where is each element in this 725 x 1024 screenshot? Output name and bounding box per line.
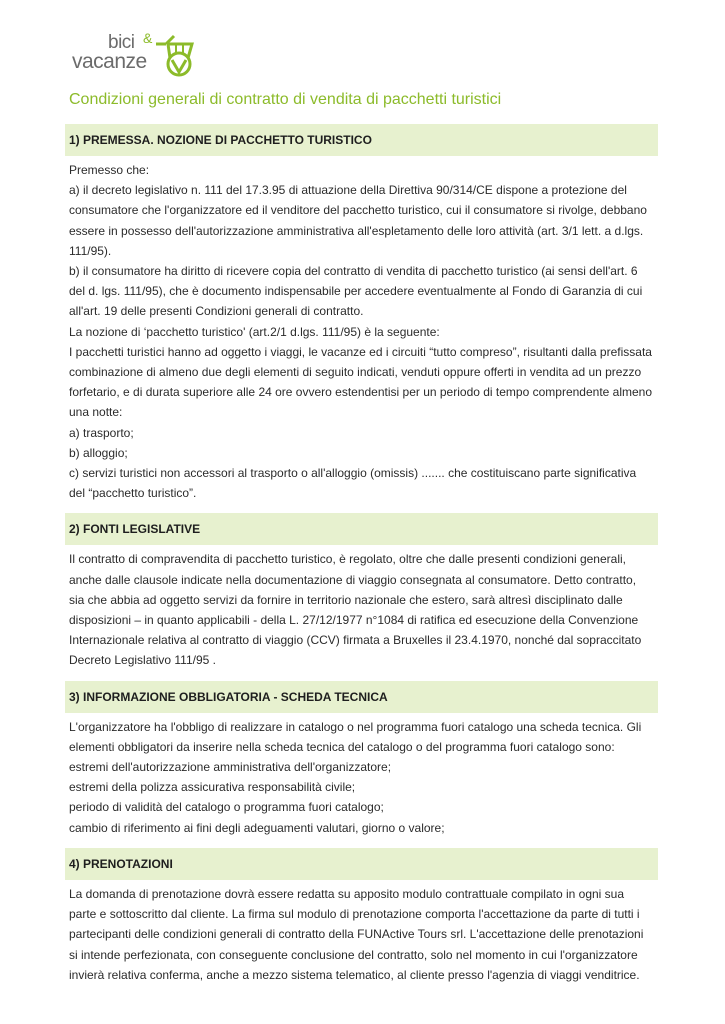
section-text	[65, 545, 658, 670]
list-item: estremi dell'autorizzazione amministrativa dell'organizzatore;	[69, 760, 392, 775]
list-item: cambio di riferimento ai fini degli adeguamenti valutari, giorno o valore;	[69, 820, 445, 835]
list-item: b) alloggio;	[69, 445, 128, 460]
brand-word-vacanze: vacanze	[72, 50, 147, 73]
list-item: c) servizi turistici non accessori al trasporto o all'alloggio (omissis) ....... che costituiscano parte significativa del “pacchetto turistico”.	[69, 466, 637, 501]
paragraph: b) il consumatore ha diritto di ricevere copia del contratto di vendita di pacchetto turistico (ai sensi dell'art. 6 del d. lgs. 111/95), che è documento indispensabile per accedere eventualmente al Fondo di Garanzia di cui all'art. 19 delle presenti Condizioni generali di contratto.	[69, 264, 643, 319]
section-heading: 1) PREMESSA. NOZIONE DI PACCHETTO TURISTICO	[65, 124, 658, 156]
section-text	[65, 880, 658, 985]
paragraph: a) il decreto legislativo n. 111 del 17.3.95 di attuazione della Direttiva 90/314/CE dispone a protezione del consumatore che l'organizzatore ed il venditore del pacchetto turistico, cui il consumatore si rivolge, debbano essere in possesso dell'autorizzazione amministrativa all'espletamento delle loro attività (art. 3/1 lett. a d.lgs. 111/95).	[69, 183, 647, 258]
list-item: estremi della polizza assicurativa responsabilità civile;	[69, 780, 356, 795]
brand-word-bici: bici	[108, 32, 135, 53]
paragraph: La nozione di ‘pacchetto turistico' (art.2/1 d.lgs. 111/95) è la seguente:	[69, 324, 440, 339]
brand-logo	[70, 30, 200, 80]
section-fonti-legislative	[65, 513, 658, 670]
list-item: periodo di validità del catalogo o programma fuori catalogo;	[69, 800, 384, 815]
section-heading: 2) FONTI LEGISLATIVE	[65, 513, 658, 545]
paragraph: La domanda di prenotazione dovrà essere redatta su apposito modulo contrattuale compilato in ogni sua parte e sottoscritto dal cliente. La firma sul modulo di prenotazione comporta l'accettazione da parte di tutti i partecipanti delle condizioni generali di contratto della FUNActive Tours srl. L'accettazione delle prenotazioni si intende perfezionata, con conseguente conclusione del contratto, solo nel momento in cui l'organizzatore invierà relativa conferma, anche a mezzo sistema telematico, al cliente presso l'agenzia di viaggi venditrice.	[69, 886, 644, 982]
bicycle-basket-icon	[154, 30, 198, 78]
brand-ampersand: &	[143, 30, 153, 46]
list-item: a) trasporto;	[69, 425, 134, 440]
page-title: Condizioni generali di contratto di vendita di pacchetti turistici	[69, 91, 502, 108]
section-heading: 4) PRENOTAZIONI	[65, 848, 658, 880]
section-informazione-obbligatoria	[65, 681, 658, 838]
section-prenotazioni	[65, 848, 658, 985]
section-text	[65, 156, 658, 503]
paragraph: I pacchetti turistici hanno ad oggetto i viaggi, le vacanze ed i circuiti “tutto compreso”, risultanti dalla prefissata combinazione di almeno due degli elementi di seguito indicati, venduti oppure offerti in vendita ad un prezzo forfetario, e di durata superiore alle 24 ore ovvero estendentisi per un periodo di tempo comprendente almeno una notte:	[69, 344, 653, 420]
section-premessa	[65, 124, 658, 503]
section-text	[65, 713, 658, 838]
paragraph: L'organizzatore ha l'obbligo di realizzare in catalogo o nel programma fuori catalogo una scheda tecnica. Gli elementi obbligatori da inserire nella scheda tecnica del catalogo o del programma fuori catalogo sono:	[69, 719, 642, 754]
paragraph: Il contratto di compravendita di pacchetto turistico, è regolato, oltre che dalle presenti condizioni generali, anche dalle clausole indicate nella documentazione di viaggio consegnata al consumatore. Detto contratto, sia che abbia ad oggetto servizi da fornire in territorio nazionale che estero, sarà altresì disciplinato dalle disposizioni – in quanto applicabili - della L. 27/12/1977 n°1084 di ratifica ed esecuzione della Convenzione Internazionale relativa al contratto di viaggio (CCV) firmata a Bruxelles il 23.4.1970, nonché dal sopraccitato Decreto Legislativo 111/95 .	[69, 552, 642, 668]
document-body	[65, 124, 658, 985]
section-heading: 3) INFORMAZIONE OBBLIGATORIA - SCHEDA TECNICA	[65, 681, 658, 713]
paragraph: Premesso che:	[69, 163, 150, 177]
